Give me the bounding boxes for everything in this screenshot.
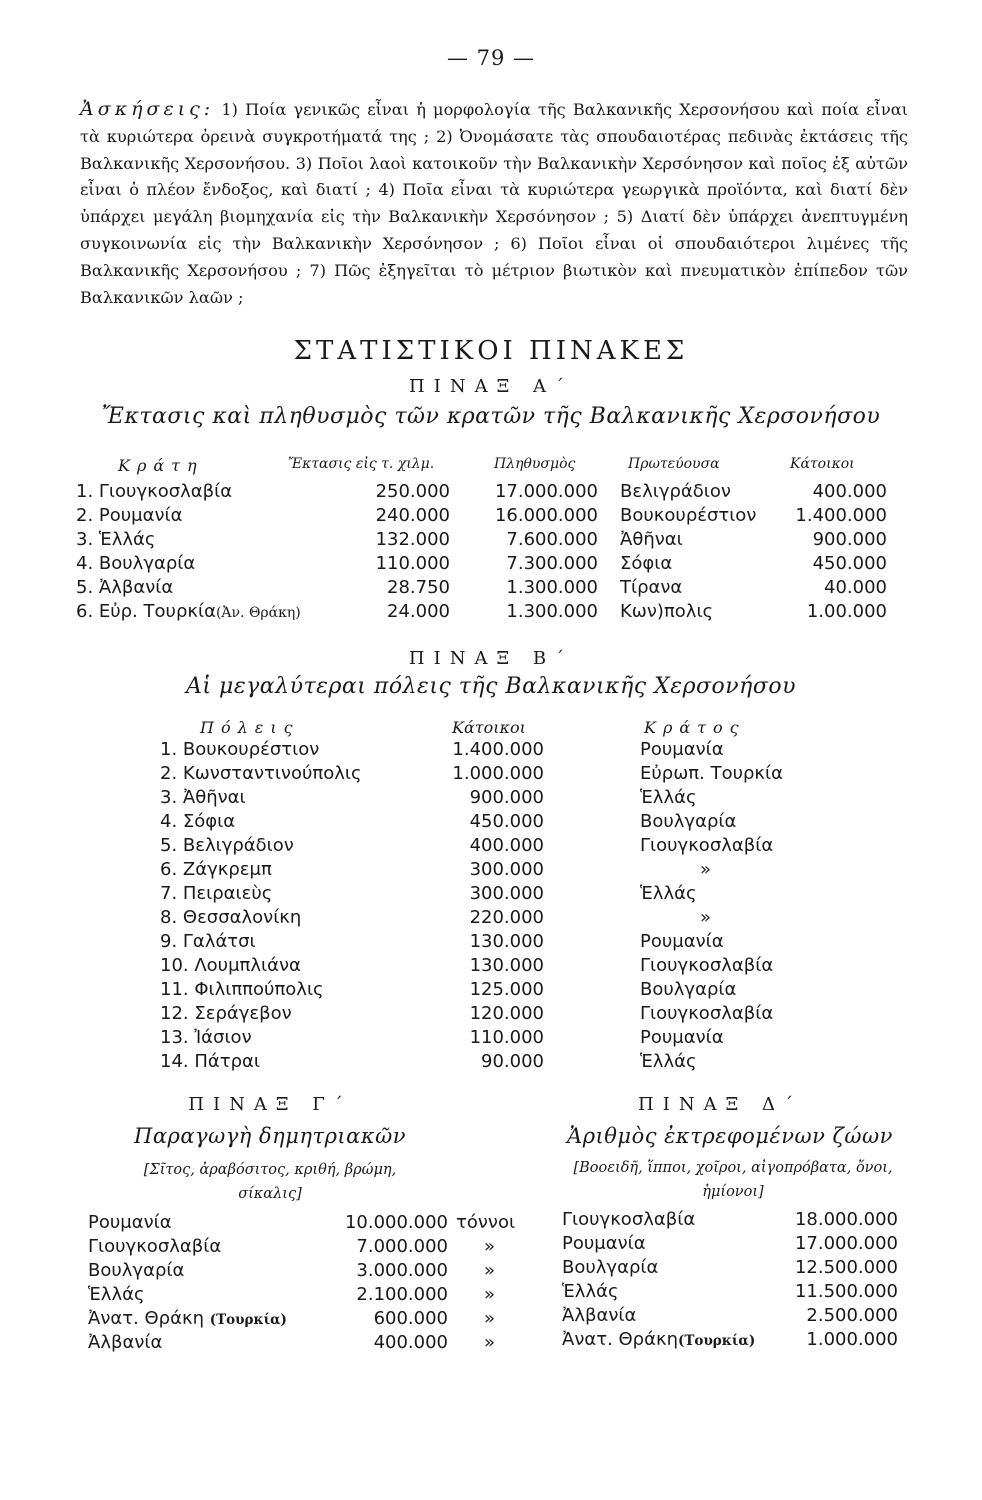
- table-a-cell-state: 5. Ἀλβανία: [76, 577, 174, 598]
- table-d-cell-amount: 11.500.000: [794, 1281, 898, 1302]
- table-a-cell-area: 24.000: [387, 601, 450, 622]
- table-b-cell-inhabitants: 90.000: [481, 1051, 544, 1072]
- table-c-cell-unit: »: [484, 1284, 496, 1305]
- table-a-cell-capital: Βελιγράδιον: [620, 481, 731, 502]
- table-a-cell-area: 250.000: [375, 481, 450, 502]
- table-b-cell-inhabitants: 120.000: [469, 1003, 544, 1024]
- exercises-paragraph: [80, 96, 908, 311]
- table-b-cell-city: 6. Ζάγκρεμπ: [160, 859, 272, 880]
- table-d-cell-amount: 12.500.000: [794, 1257, 898, 1278]
- table-d-cell-state: Βουλγαρία: [562, 1257, 659, 1278]
- table-a-cell-state: [76, 601, 301, 622]
- table-b-cell-city: 14. Πάτραι: [160, 1051, 260, 1072]
- table-d-cell-amount: 18.000.000: [794, 1209, 898, 1230]
- table-b-cell-state: Ἑλλάς: [640, 1051, 697, 1072]
- table-d-cell-state-note: (Τουρκία): [678, 1333, 756, 1349]
- table-a-cell-inhabitants: 1.00.000: [806, 601, 887, 622]
- table-b-cell-state: Γιουγκοσλαβία: [640, 835, 774, 856]
- table-d-cell-state: Ἀλβανία: [562, 1305, 637, 1326]
- table-d-cell-amount: 1.000.000: [806, 1329, 898, 1350]
- table-b-cell-state: Ρουμανία: [640, 931, 724, 952]
- table-b-cell-city: 5. Βελιγράδιον: [160, 835, 294, 856]
- table-b-cell-city: 7. Πειραιεὺς: [160, 883, 273, 904]
- table-d-caption: Ἀριθμὸς ἐκτρεφομένων ζώων: [567, 1124, 893, 1148]
- main-title: ΣΤΑΤΙΣΤΙΚΟΙ ΠΙΝΑΚΕΣ: [293, 336, 689, 366]
- table-b-cell-state: Ἑλλάς: [640, 883, 697, 904]
- exercises-text: 1) Ποία γενικῶς εἶναι ἡ μορφολογία τῆς Βαλκανικῆς Χερσονήσου καὶ ποία εἶναι τὰ κυριώτερα ὀρεινὰ συγκροτήματά της ; 2) Ὀνομάσατε τὰς σπουδαιοτέρας πεδινὰς ἐκτάσεις τῆς Βαλκανικῆς Χερσονήσου. 3) Ποῖοι λαοὶ κατοικοῦν τὴν Βαλκανικὴν Χερσόνησον καὶ ποῖος ἐξ αὐτῶν εἶναι ὁ πλέον ἔνδοξος, καὶ διατί ; 4) Ποῖα εἶναι τὰ κυριώτερα γεωργικὰ προϊόντα, καὶ διατί δὲν ὑπάρχει μεγάλη βιομηχανία εἰς τὴν Βαλκανικὴν Χερσόνησον ; 5) Διατί δὲν ὑπάρχει ἀνεπτυγμένη συγκοινωνία εἰς τὴν Βαλκανικὴν Χερσόνησον ; 6) Ποῖοι εἶναι οἱ σπουδαιότεροι λιμένες τῆς Βαλκανικῆς Χερσονήσου ; 7) Πῶς ἐξηγεῖται τὸ μέτριον βιωτικὸν καὶ πνευματικὸν ἐπίπεδον τῶν Βαλκανικῶν λαῶν ;: [80, 100, 908, 307]
- table-c-cell-amount: 2.100.000: [356, 1284, 448, 1305]
- table-b-cell-city: 2. Κωνσταντινούπολις: [160, 763, 362, 784]
- table-b-cell-inhabitants: 300.000: [469, 883, 544, 904]
- table-d-cell-state: Γιουγκοσλαβία: [562, 1209, 696, 1230]
- table-b-cell-state: Βουλγαρία: [640, 979, 737, 1000]
- table-a-cell-state: 4. Βουλγαρία: [76, 553, 196, 574]
- table-b-cell-state: Γιουγκοσλαβία: [640, 1003, 774, 1024]
- table-a-header-population: Πληθυσμὸς: [494, 456, 576, 472]
- table-b-header-inhabitants: Κάτοικοι: [452, 718, 526, 737]
- table-c-caption: Παραγωγὴ δημητριακῶν: [134, 1124, 406, 1148]
- table-c-cell-state: Βουλγαρία: [88, 1260, 185, 1281]
- table-a-cell-capital: Κων)πολις: [620, 601, 714, 622]
- table-b-cell-city: 8. Θεσσαλονίκη: [160, 907, 302, 928]
- table-b-cell-city: 12. Σεράγεβον: [160, 1003, 292, 1024]
- table-c-cell-state: [88, 1308, 287, 1329]
- table-d-cell-amount: 17.000.000: [794, 1233, 898, 1254]
- table-b-label: ΠΙΝΑΞ Β΄: [408, 648, 574, 669]
- table-c-cell-state: Ἀλβανία: [88, 1332, 163, 1353]
- table-a-cell-inhabitants: 1.400.000: [795, 505, 887, 526]
- table-c-cell-state: Γιουγκοσλαβία: [88, 1236, 222, 1257]
- table-a-cell-capital: Βουκουρέστιον: [620, 505, 757, 526]
- table-a-cell-state: 1. Γιουγκοσλαβία: [76, 481, 233, 502]
- table-d-cell-amount: 2.500.000: [806, 1305, 898, 1326]
- table-b-header-city: Πόλεις: [200, 718, 300, 737]
- table-c-cell-state-note: (Τουρκία): [209, 1312, 287, 1328]
- table-a-header-capital: Πρωτεύουσα: [628, 456, 720, 472]
- table-a-cell-state-name: 6. Εὐρ. Τουρκία: [76, 601, 216, 622]
- table-b-cell-state: Γιουγκοσλαβία: [640, 955, 774, 976]
- table-a-cell-area: 110.000: [375, 553, 450, 574]
- table-a-header-state: Κράτη: [118, 456, 204, 475]
- table-b-cell-inhabitants: 130.000: [469, 931, 544, 952]
- table-a-cell-population: 7.300.000: [506, 553, 598, 574]
- table-c-cell-amount: 400.000: [373, 1332, 448, 1353]
- table-c-cell-amount: 600.000: [373, 1308, 448, 1329]
- table-b-cell-city: 1. Βουκουρέστιον: [160, 739, 320, 760]
- table-b-cell-city: 11. Φιλιππούπολις: [160, 979, 324, 1000]
- table-a-cell-capital: Σόφια: [620, 553, 673, 574]
- table-b-cell-state: Ἑλλάς: [640, 787, 697, 808]
- table-a-cell-inhabitants: 900.000: [812, 529, 887, 550]
- table-a-cell-area: 132.000: [375, 529, 450, 550]
- table-b-cell-state: Ρουμανία: [640, 739, 724, 760]
- table-b-cell-inhabitants: 400.000: [469, 835, 544, 856]
- table-c-cell-unit: »: [484, 1260, 496, 1281]
- table-a-cell-capital: Τίρανα: [620, 577, 683, 598]
- table-d-label: ΠΙΝΑΞ Δ΄: [638, 1094, 802, 1115]
- table-c-cell-state-name: Ἀνατ. Θράκη: [88, 1308, 204, 1329]
- table-a-cell-inhabitants: 450.000: [812, 553, 887, 574]
- table-a-cell-state: 3. Ἑλλάς: [76, 529, 156, 550]
- table-b-cell-inhabitants: 110.000: [469, 1027, 544, 1048]
- table-b-caption: Αἱ μεγαλύτεραι πόλεις τῆς Βαλκανικῆς Χερσονήσου: [186, 674, 796, 699]
- table-a-cell-area: 28.750: [387, 577, 450, 598]
- table-c-cell-state: Ἑλλάς: [88, 1284, 145, 1305]
- table-a-caption: Ἔκτασις καὶ πληθυσμὸς τῶν κρατῶν τῆς Βαλκανικῆς Χερσονήσου: [101, 404, 881, 429]
- table-a-cell-capital: Ἀθῆναι: [620, 529, 683, 550]
- table-b-cell-city: 4. Σόφια: [160, 811, 236, 832]
- exercises-lead: Ἀσκήσεις:: [80, 98, 215, 120]
- table-a-cell-inhabitants: 400.000: [812, 481, 887, 502]
- table-b-cell-inhabitants: 300.000: [469, 859, 544, 880]
- table-a-cell-population: 1.300.000: [506, 577, 598, 598]
- table-b-cell-inhabitants: 125.000: [469, 979, 544, 1000]
- table-b-header-state: Κράτος: [644, 718, 746, 737]
- table-b-cell-city: 13. Ἰάσιον: [160, 1027, 252, 1048]
- table-d-cell-state: Ἑλλάς: [562, 1281, 619, 1302]
- table-b-cell-city: 9. Γαλάτσι: [160, 931, 256, 952]
- table-a-cell-population: 1.300.000: [506, 601, 598, 622]
- table-c-cell-unit: »: [484, 1332, 496, 1353]
- table-c-cell-amount: 7.000.000: [356, 1236, 448, 1257]
- table-a-cell-population: 7.600.000: [506, 529, 598, 550]
- table-b-cell-inhabitants: 1.000.000: [452, 763, 544, 784]
- table-b-cell-city: 10. Λουμπλιάνα: [160, 955, 301, 976]
- table-b-cell-state: »: [700, 859, 712, 880]
- table-c-cell-unit: τόννοι: [456, 1212, 516, 1233]
- table-a-cell-inhabitants: 40.000: [824, 577, 887, 598]
- table-c-cell-unit: »: [484, 1308, 496, 1329]
- table-a-cell-state: 2. Ρουμανία: [76, 505, 183, 526]
- table-a-cell-state-note: (Ἀν. Θράκη): [215, 605, 301, 621]
- table-b-cell-inhabitants: 900.000: [469, 787, 544, 808]
- table-c-label: ΠΙΝΑΞ Γ΄: [188, 1094, 352, 1115]
- table-c-cell-unit: »: [484, 1236, 496, 1257]
- table-d-cell-state: Ρουμανία: [562, 1233, 646, 1254]
- table-a-header-area: Ἔκτασις εἰς τ. χιλμ.: [288, 456, 435, 472]
- table-d-cell-state-name: Ἀνατ. Θράκη: [562, 1329, 678, 1350]
- table-a-label: ΠΙΝΑΞ Α΄: [409, 376, 573, 397]
- table-c-cell-state: Ρουμανία: [88, 1212, 172, 1233]
- table-d-bracket: [Βοοειδῆ, ἵπποι, χοῖροι, αἰγοπρόβατα, ὄνοι, ἡμίονοι]: [573, 1160, 893, 1200]
- table-c-bracket: [Σῖτος, ἀραβόσιτος, κριθή, βρώμη, σίκαλις]: [143, 1162, 397, 1202]
- table-b-cell-city: 3. Ἀθῆναι: [160, 787, 246, 808]
- table-a-header-inhabitants: Κάτοικοι: [790, 456, 855, 472]
- table-c-cell-amount: 10.000.000: [344, 1212, 448, 1233]
- page-number: — 79 —: [446, 46, 536, 70]
- table-b-cell-inhabitants: 1.400.000: [452, 739, 544, 760]
- table-a-cell-population: 17.000.000: [494, 481, 598, 502]
- table-b-cell-state: Ρουμανία: [640, 1027, 724, 1048]
- table-b-cell-inhabitants: 130.000: [469, 955, 544, 976]
- table-b-cell-state: Εὐρωπ. Τουρκία: [640, 763, 783, 784]
- table-c-cell-amount: 3.000.000: [356, 1260, 448, 1281]
- table-b-cell-state: Βουλγαρία: [640, 811, 737, 832]
- table-b-cell-inhabitants: 220.000: [469, 907, 544, 928]
- table-d-cell-state: [562, 1329, 755, 1350]
- table-b-cell-inhabitants: 450.000: [469, 811, 544, 832]
- table-a-cell-area: 240.000: [375, 505, 450, 526]
- table-b-cell-state: »: [700, 907, 712, 928]
- table-a-cell-population: 16.000.000: [494, 505, 598, 526]
